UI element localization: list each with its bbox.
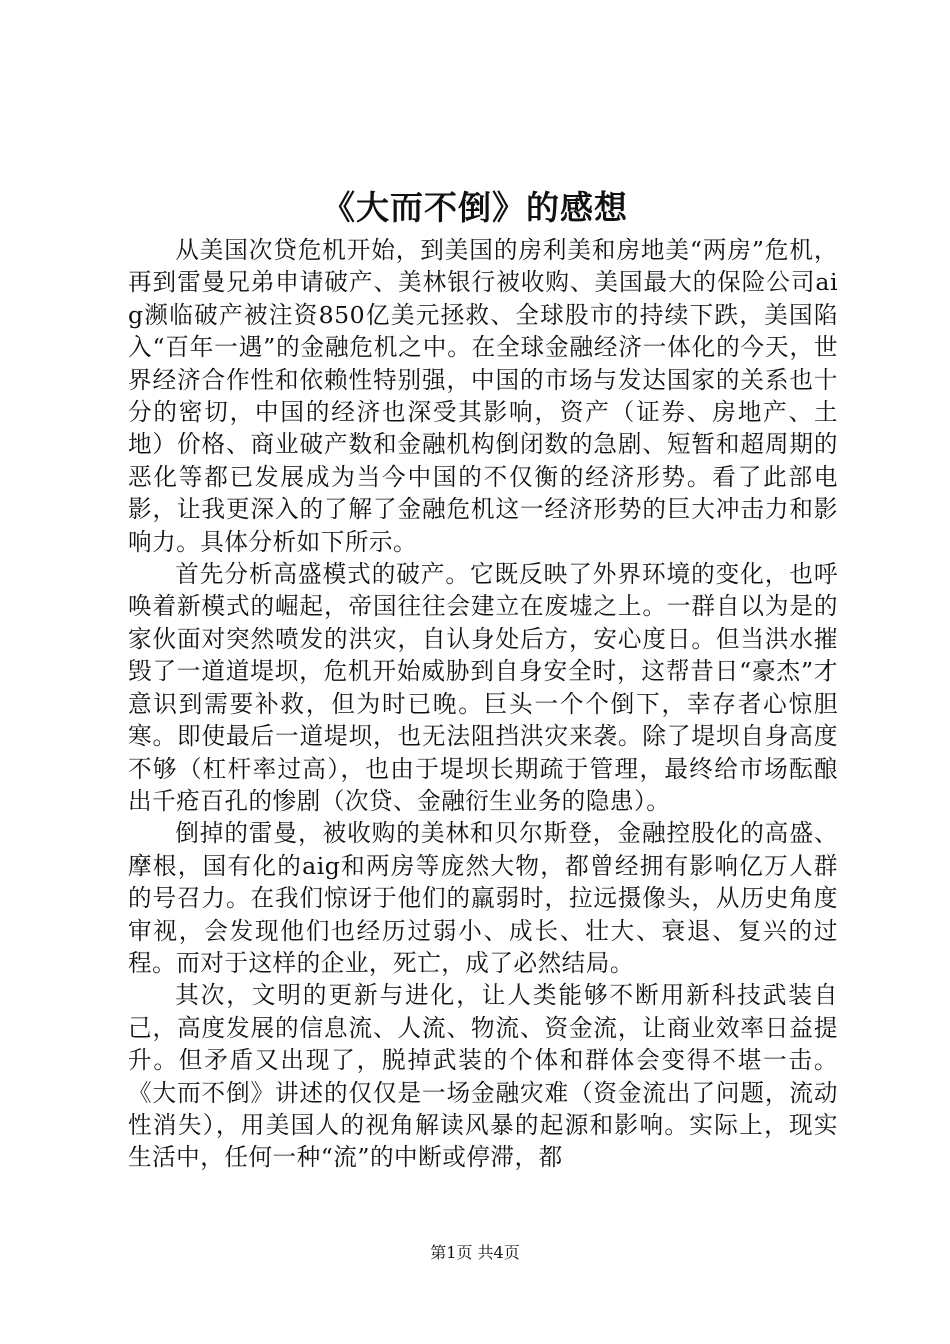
page-number-footer: 第1页 共4页 [430,1243,520,1262]
paragraph-4: 其次，文明的更新与进化，让人类能够不断用新科技武装自己，高度发展的信息流、人流、物流、资金流，让商业效率日益提升。但矛盾又出现了，脱掉武装的个体和群体会变得不堪一击。《大而不倒》讲述的仅仅是一场金融灾难（资金流出了问题，流动性消失），用美国人的视角解读风暴的起源和影响。实际上，现实生活中，任何一种“流”的中断或停滞，都 [128,981,838,1172]
paragraph-3: 倒掉的雷曼，被收购的美林和贝尔斯登，金融控股化的高盛、摩根，国有化的aig和两房等庞然大物，都曾经拥有影响亿万人群的号召力。在我们惊讶于他们的羸弱时，拉远摄像头，从历史角度审视，会发现他们也经历过弱小、成长、壮大、衰退、复兴的过程。而对于这样的企业，死亡，成了必然结局。 [128,819,838,977]
document-body [128,234,838,1174]
document-title: 《大而不倒》的感想 [322,188,628,227]
paragraph-2: 首先分析高盛模式的破产。它既反映了外界环境的变化，也呼唤着新模式的崛起，帝国往往会建立在废墟之上。一群自以为是的家伙面对突然喷发的洪灾，自认身处后方，安心度日。但当洪水摧毁了一道道堤坝，危机开始威胁到自身安全时，这帮昔日“豪杰”才意识到需要补救，但为时已晚。巨头一个个倒下，幸存者心惊胆寒。即使最后一道堤坝，也无法阻挡洪灾来袭。除了堤坝自身高度不够（杠杆率过高），也由于堤坝长期疏于管理，最终给市场酝酿出千疮百孔的惨剧（次贷、金融衍生业务的隐患）。 [128,560,838,815]
paragraph-1: 从美国次贷危机开始，到美国的房利美和房地美“两房”危机，再到雷曼兄弟申请破产、美林银行被收购、美国最大的保险公司aig濒临破产被注资850亿美元拯救、全球股市的持续下跌，美国陷入“百年一遇”的金融危机之中。在全球金融经济一体化的今天，世界经济合作性和依赖性特别强，中国的市场与发达国家的关系也十分的密切，中国的经济也深受其影响，资产（证券、房地产、土地）价格、商业破产数和金融机构倒闭数的急剧、短暂和超周期的恶化等都已发展成为当今中国的不仅衡的经济形势。看了此部电影，让我更深入的了解了金融危机这一经济形势的巨大冲击力和影响力。具体分析如下所示。 [128,236,838,556]
